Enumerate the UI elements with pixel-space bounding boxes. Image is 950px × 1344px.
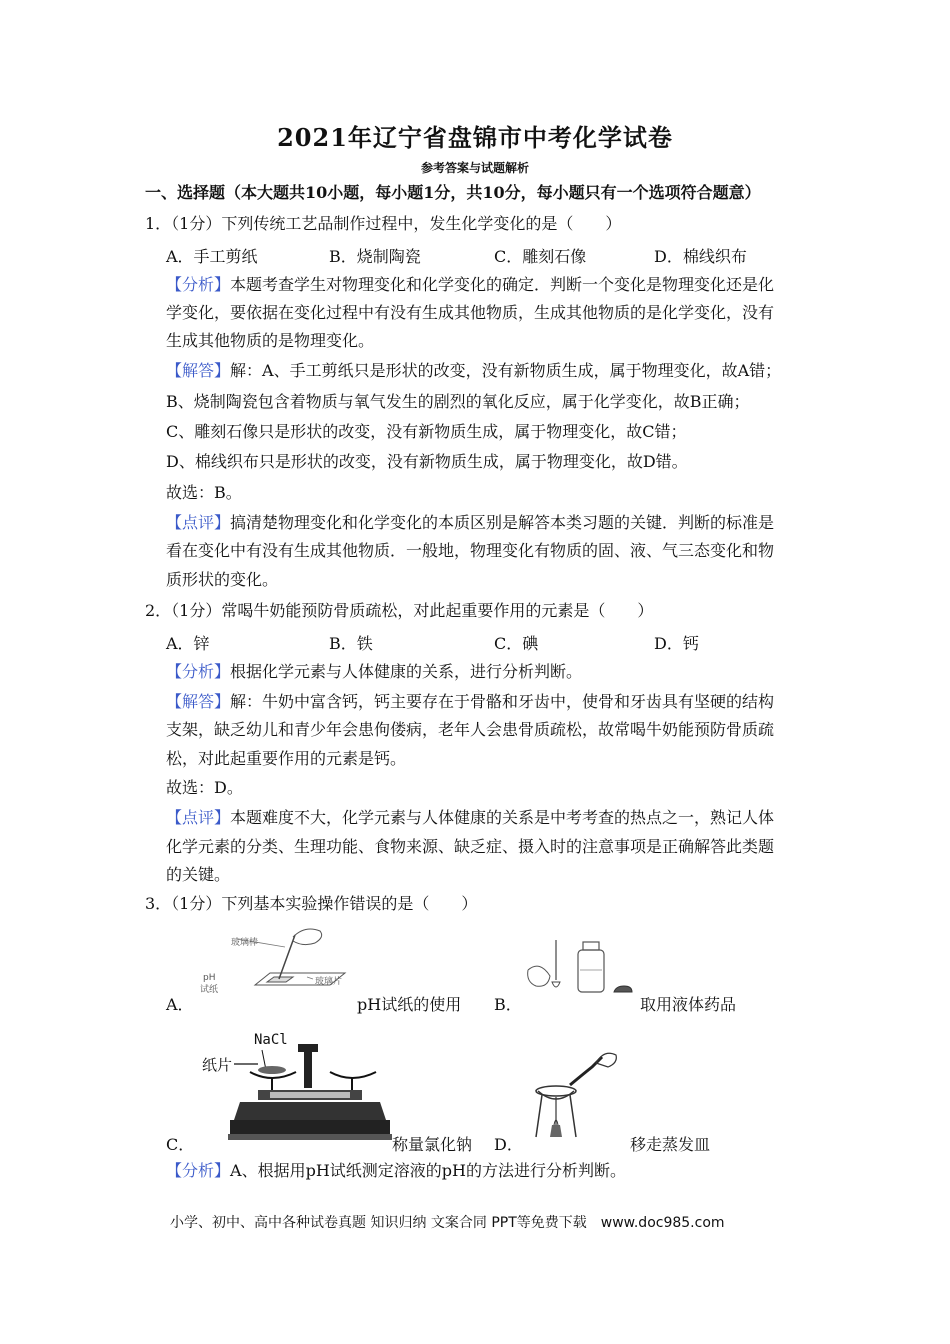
label-glass-plate: 玻璃片 [315, 977, 343, 987]
comment-tag: 【点评】 [166, 808, 231, 827]
page-title: 2021年辽宁省盘锦市中考化学试卷 [277, 123, 673, 152]
q3-analysis-line-1: 【分析】A、根据用pH试纸测定溶液的pH的方法进行分析判断。 [166, 1161, 626, 1180]
q1-option-c: C．雕刻石像 [494, 247, 587, 266]
q3-option-d-letter: D． [494, 1135, 523, 1154]
q1-answer-line-1: 【解答】解：A、手工剪纸只是形状的改变，没有新物质生成，属于物理变化，故A错； [166, 361, 782, 380]
label-paper: 纸片 [202, 1056, 233, 1074]
q2-answer-line-1: 【解答】解：牛奶中富含钙，钙主要存在于骨骼和牙齿中，使骨和牙齿具有坚硬的结构 [166, 692, 775, 711]
q2-comment-line-3: 的关键。 [166, 865, 231, 884]
q1-option-a: A．手工剪纸 [166, 247, 258, 266]
balance-figure [200, 1028, 390, 1146]
q3-option-c-text: 称量氯化钠 [392, 1135, 473, 1154]
q1-comment-line-2: 看在变化中有没有生成其他物质．一般地，物理变化有物质的固、液、气三态变化和物 [166, 541, 775, 560]
analysis-tag: 【分析】 [166, 1161, 231, 1180]
q1-answer-choice: 故选：B。 [166, 483, 242, 502]
q1-stem: 1．（1分）下列传统工艺品制作过程中，发生化学变化的是（ ） [145, 214, 622, 233]
q3-option-b-text: 取用液体药品 [640, 995, 737, 1014]
q3-stem: 3．（1分）下列基本实验操作错误的是（ ） [145, 894, 478, 913]
analysis-tag: 【分析】 [166, 662, 231, 681]
label-test-paper: 试纸 [200, 985, 219, 995]
page-footer: 小学、初中、高中各种试卷真题 知识归纳 文案合同 PPT等免费下载 www.doc985.com [170, 1215, 725, 1231]
q2-stem: 2．（1分）常喝牛奶能预防骨质疏松，对此起重要作用的元素是（ ） [145, 601, 654, 620]
dropper-figure [520, 930, 635, 1010]
q2-answer-line-3: 松，对此起重要作用的元素是钙。 [166, 749, 407, 768]
q3-option-b-letter: B． [494, 995, 522, 1014]
q1-answer-line-3: C、雕刻石像只是形状的改变，没有新物质生成，属于物理变化，故C错； [166, 422, 687, 441]
q3-option-c-letter: C． [166, 1135, 195, 1154]
q1-answer-line-2: B、烧制陶瓷包含着物质与氧气发生的剧烈的氧化反应，属于化学变化，故B正确； [166, 392, 750, 411]
label-glass-rod: 玻璃棒 [231, 938, 259, 948]
q3-option-a-letter: A． [166, 995, 194, 1014]
q2-comment-line-2: 化学元素的分类、生理功能、食物来源、缺乏症、摄入时的注意事项是正确解答此类题 [166, 837, 775, 856]
q2-answer-choice: 故选：D。 [166, 778, 243, 797]
q3-option-d-text: 移走蒸发皿 [630, 1135, 711, 1154]
analysis-tag: 【分析】 [166, 275, 231, 294]
q1-answer-line-4: D、棉线织布只是形状的改变，没有新物质生成，属于物理变化，故D错。 [166, 452, 688, 471]
section-heading: 一、选择题（本大题共10小题，每小题1分，共10分，每小题只有一个选项符合题意） [145, 183, 761, 202]
label-nacl: NaCl [254, 1032, 288, 1048]
q1-comment-line-1: 【点评】搞清楚物理变化和化学变化的本质区别是解答本类习题的关键．判断的标准是 [166, 513, 775, 532]
q1-analysis-line-1: 【分析】本题考查学生对物理变化和化学变化的确定．判断一个变化是物理变化还是化 [166, 275, 775, 294]
q3-option-a-text: pH试纸的使用 [357, 995, 462, 1014]
answer-tag: 【解答】 [166, 361, 231, 380]
q2-option-a: A．锌 [166, 634, 210, 653]
q2-option-b: B．铁 [329, 634, 373, 653]
label-ph: pH [203, 973, 216, 983]
q1-analysis-line-3: 生成其他物质的是物理变化。 [166, 331, 375, 350]
comment-tag: 【点评】 [166, 513, 231, 532]
q1-option-b: B．烧制陶瓷 [329, 247, 421, 266]
answer-tag: 【解答】 [166, 692, 231, 711]
ph-paper-figure [195, 925, 345, 1005]
q2-comment-line-1: 【点评】本题难度不大，化学元素与人体健康的关系是中考考查的热点之一，熟记人体 [166, 808, 775, 827]
q2-option-d: D．钙 [654, 634, 699, 653]
q1-analysis-line-2: 学变化，要依据在变化过程中有没有生成其他物质，生成其他物质的是化学变化，没有 [166, 303, 775, 322]
q1-option-d: D．棉线织布 [654, 247, 747, 266]
q2-analysis-line-1: 【分析】根据化学元素与人体健康的关系，进行分析判断。 [166, 662, 583, 681]
evaporating-dish-figure [520, 1045, 620, 1145]
page-subtitle: 参考答案与试题解析 [420, 161, 529, 175]
q2-option-c: C．碘 [494, 634, 539, 653]
q2-answer-line-2: 支架，缺乏幼儿和青少年会患佝偻病，老年人会患骨质疏松，故常喝牛奶能预防骨质疏 [166, 720, 775, 739]
q1-comment-line-3: 质形状的变化。 [166, 570, 279, 589]
